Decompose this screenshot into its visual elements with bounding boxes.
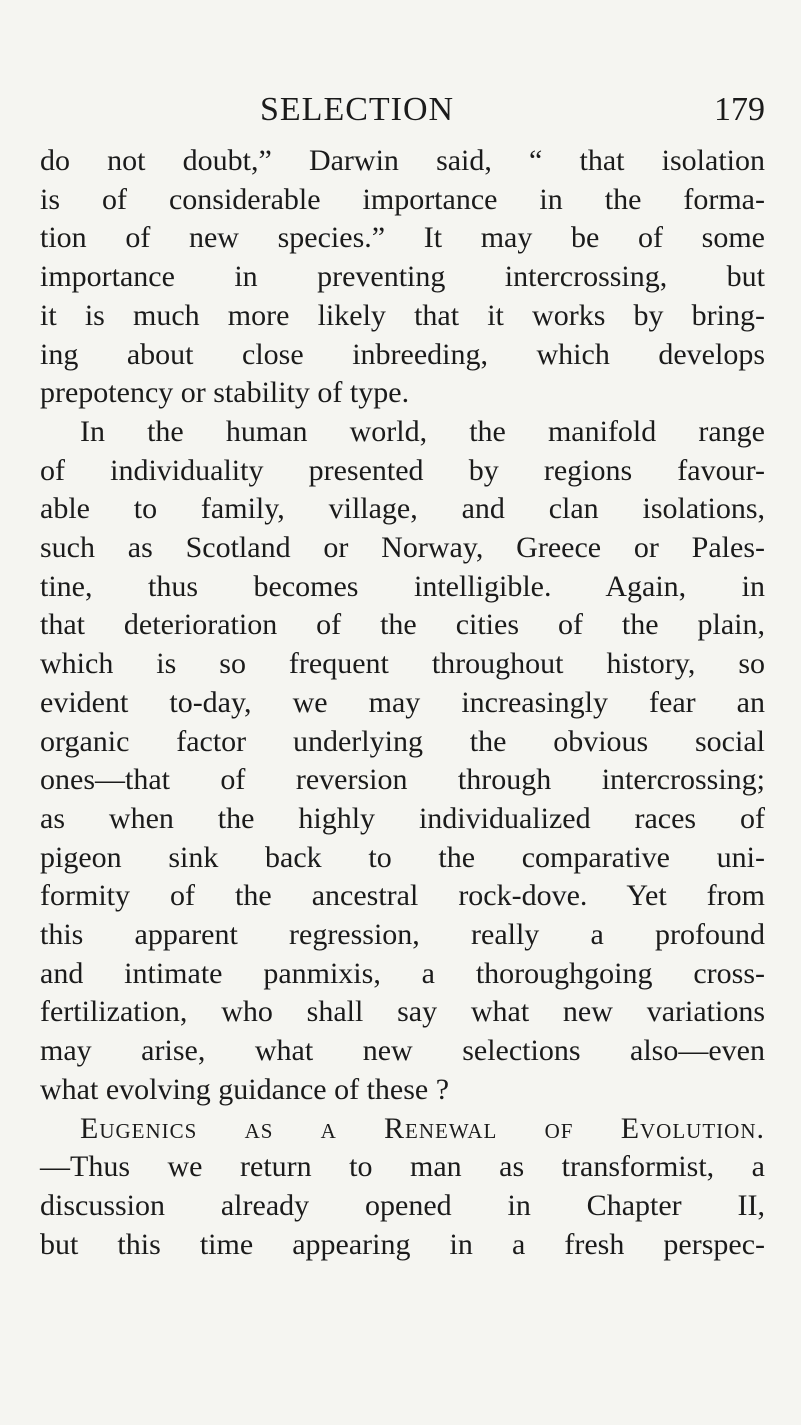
text-line: of individuality presented by regions favour- [40,453,765,487]
text-line: is of considerable importance in the forma- [40,182,765,216]
text-line: and intimate panmixis, a thoroughgoing cross- [40,956,765,990]
text-line: formity of the ancestral rock-dove. Yet from [40,879,765,913]
text-line: what evolving guidance of these ? [40,1072,450,1106]
text-line: that deterioration of the cities of the plain, [40,608,765,642]
text-line: tine, thus becomes intelligible. Again, in [40,569,765,603]
body-text [40,142,765,1264]
text-line: importance in preventing intercrossing, but [40,260,765,294]
text-line: discussion already opened in Chapter II, [40,1188,765,1222]
text-line: ones—that of reversion through intercrossing; [40,763,765,797]
text-line: it is much more likely that it works by bring- [40,298,765,332]
text-line: prepotency or stability of type. [40,376,410,410]
text-line: do not doubt,” Darwin said, “ that isolation [40,144,765,177]
text-line: evident to-day, we may increasingly fear an [40,685,765,719]
text-line: tion of new species.” It may be of some [40,221,765,255]
running-head-title: SELECTION [260,91,455,128]
text-line: fertilization, who shall say what new variations [40,995,765,1029]
text-line: as when the highly individualized races of [40,801,765,835]
text-line: —Thus we return to man as transformist, a [40,1150,765,1184]
text-line: may arise, what new selections also—even [40,1034,765,1068]
text-line: able to family, village, and clan isolations, [40,492,765,526]
text-line: this apparent regression, really a profound [40,918,765,952]
section-heading: Eugenics as a Renewal of Evolution. [80,1111,765,1145]
text-line: which is so frequent throughout history, so [40,647,765,681]
text-line: but this time appearing in a fresh perspec- [40,1227,765,1261]
text-line: ing about close inbreeding, which develops [40,337,765,371]
text-line: In the human world, the manifold range [80,414,765,448]
text-line: organic factor underlying the obvious social [40,724,765,758]
page-number: 179 [714,91,765,128]
text-line: pigeon sink back to the comparative uni- [40,840,765,874]
running-head [40,88,765,132]
text-line: such as Scotland or Norway, Greece or Pales- [40,531,765,565]
